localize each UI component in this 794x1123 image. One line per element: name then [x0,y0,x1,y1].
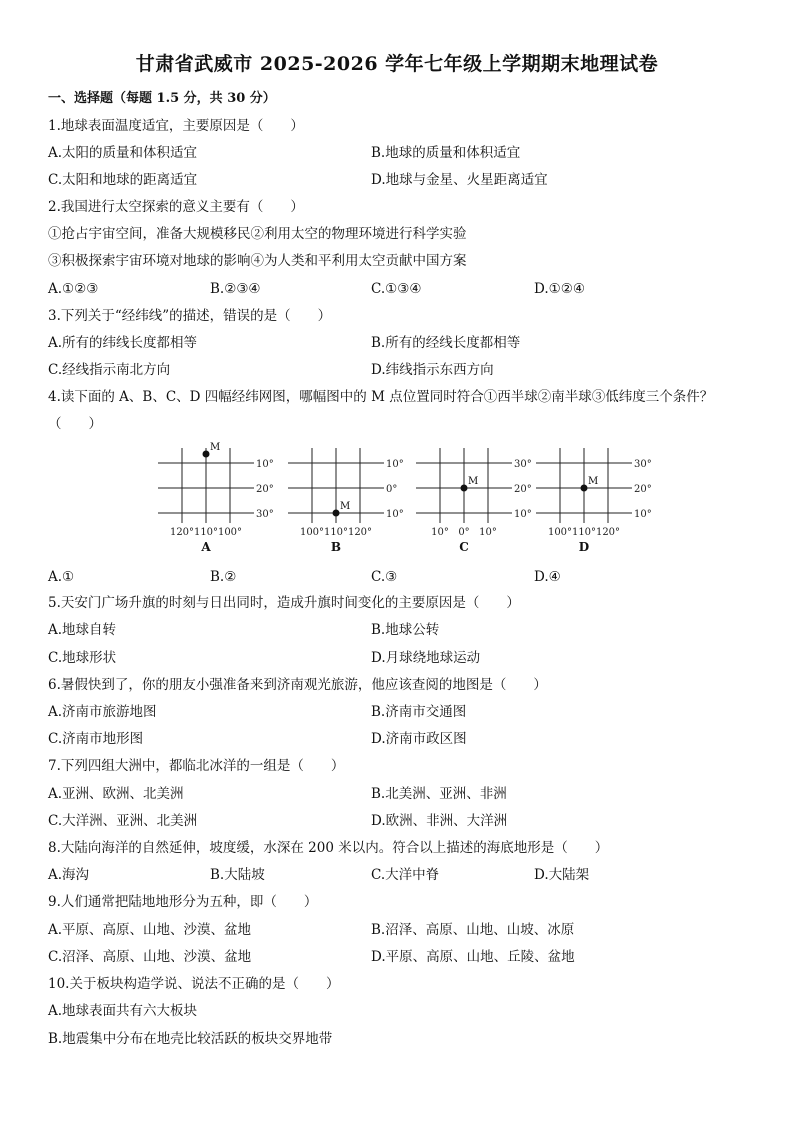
q10-option-b: B.地震集中分布在地壳比较活跃的板块交界地带 [48,1031,333,1047]
q3-option-c: C.经线指示南北方向 [48,362,171,378]
latitude-label: 10° [386,459,404,470]
exam-title: 甘肃省武威市 2025-2026 学年七年级上学期期末地理试卷 [135,53,659,75]
q2-statement-line-2: ③积极探索宇宙环境对地球的影响④为人类和平利用太空贡献中国方案 [48,253,467,269]
q5-option-a: A.地球自转 [48,622,117,638]
q2-option-d: D.①②④ [534,281,585,297]
q3-option-b: B.所有的经线长度都相等 [371,335,521,351]
latitude-label: 10° [634,509,652,520]
panel-letter: C [459,540,469,554]
q3-option-a: A.所有的纬线长度都相等 [48,335,198,351]
q4-answer-paren: （ ） [48,416,102,432]
latitude-label: 20° [514,484,532,495]
latitude-label: 30° [256,509,274,520]
question-4-stem: 4.读下面的 A、B、C、D 四幅经纬网图，哪幅图中的 M 点位置同时符合①西半球②南半球③低纬度三个条件？ [48,389,714,405]
q2-option-b: B.②③④ [210,281,261,297]
question-5-stem: 5.天安门广场升旗的时刻与日出同时，造成升旗时间变化的主要原因是（ ） [48,595,520,611]
q4-option-c: C.③ [371,569,398,585]
q10-option-a: A.地球表面共有六大板块 [48,1003,198,1019]
q5-option-c: C.地球形状 [48,650,117,666]
q8-option-c: C.大洋中脊 [371,867,440,883]
m-point-label: M [468,476,479,487]
q6-option-c: C.济南市地形图 [48,731,144,747]
q2-option-c: C.①③④ [371,281,422,297]
longitude-label: 100° [299,527,325,538]
q7-option-c: C.大洋洲、亚洲、北美洲 [48,813,198,829]
panel-letter: A [201,540,211,554]
q6-option-a: A.济南市旅游地图 [48,704,157,720]
q6-option-b: B.济南市交通图 [371,704,467,720]
question-9-stem: 9.人们通常把陆地地形分为五种，即（ ） [48,894,318,910]
question-6-stem: 6.暑假快到了，你的朋友小强准备来到济南观光旅游，他应该查阅的地图是（ ） [48,677,547,693]
latitude-label: 10° [514,509,532,520]
longitude-label: 120° [169,527,195,538]
q5-option-b: B.地球公转 [371,622,440,638]
q1-option-a: A.太阳的质量和体积适宜 [48,145,198,161]
m-point [203,451,210,458]
q8-option-d: D.大陆架 [534,867,590,883]
question-8-stem: 8.大陆向海洋的自然延伸，坡度缓，水深在 200 米以内。符合以上描述的海底地形是（ ） [48,840,609,856]
section-heading: 一、选择题（每题 1.5 分，共 30 分） [48,91,276,106]
latitude-label: 10° [256,459,274,470]
q7-option-a: A.亚洲、欧洲、北美洲 [48,786,184,802]
m-point [461,485,468,492]
question-3-stem: 3.下列关于“经纬线”的描述，错误的是（ ） [48,308,332,324]
longitude-label: 120° [595,527,621,538]
q9-option-b: B.沼泽、高原、山地、山坡、冰原 [371,922,575,938]
latitude-label: 20° [256,484,274,495]
m-point-label: M [340,501,351,512]
graticule-maps [150,440,652,565]
longitude-label: 10° [431,527,449,538]
q4-option-a: A.① [48,569,75,585]
q3-option-d: D.纬线指示东西方向 [371,362,494,378]
q4-option-b: B.② [210,569,237,585]
latitude-label: 30° [514,459,532,470]
q1-option-d: D.地球与金星、火星距离适宜 [371,172,548,188]
q9-option-d: D.平原、高原、山地、丘陵、盆地 [371,949,575,965]
panel-letter: B [330,540,342,554]
question-7-stem: 7.下列四组大洲中，都临北冰洋的一组是（ ） [48,758,345,774]
question-10-stem: 10.关于板块构造学说、说法不正确的是（ ） [48,976,340,992]
longitude-label: 0° [458,527,470,538]
q8-option-a: A.海沟 [48,867,90,883]
m-point [581,485,588,492]
longitude-label: 110° [323,527,349,538]
latitude-label: 30° [634,459,652,470]
longitude-label: 10° [479,527,497,538]
m-point-label: M [588,476,599,487]
longitude-label: 110° [193,527,219,538]
q6-option-d: D.济南市政区图 [371,731,467,747]
q2-option-a: A.①②③ [48,281,99,297]
latitude-label: 20° [634,484,652,495]
q1-option-c: C.太阳和地球的距离适宜 [48,172,198,188]
q1-option-b: B.地球的质量和体积适宜 [371,145,521,161]
m-point [333,510,340,517]
graticule-figure [150,440,652,565]
longitude-label: 120° [347,527,373,538]
q7-option-b: B.北美洲、亚洲、非洲 [371,786,507,802]
longitude-label: 100° [547,527,573,538]
q7-option-d: D.欧洲、非洲、大洋洲 [371,813,508,829]
latitude-label: 10° [386,509,404,520]
panel-letter: D [578,540,590,554]
q8-option-b: B.大陆坡 [210,867,265,883]
latitude-label: 0° [386,484,398,495]
m-point-label: M [210,442,221,453]
q5-option-d: D.月球绕地球运动 [371,650,481,666]
longitude-label: 110° [571,527,597,538]
longitude-label: 100° [217,527,243,538]
q9-option-a: A.平原、高原、山地、沙漠、盆地 [48,922,252,938]
q9-option-c: C.沼泽、高原、山地、沙漠、盆地 [48,949,252,965]
question-1-stem: 1.地球表面温度适宜，主要原因是（ ） [48,118,304,134]
question-2-stem: 2.我国进行太空探索的意义主要有（ ） [48,199,304,215]
q4-option-d: D.④ [534,569,561,585]
q2-statement-line-1: ①抢占宇宙空间，准备大规模移民②利用太空的物理环境进行科学实验 [48,226,467,242]
